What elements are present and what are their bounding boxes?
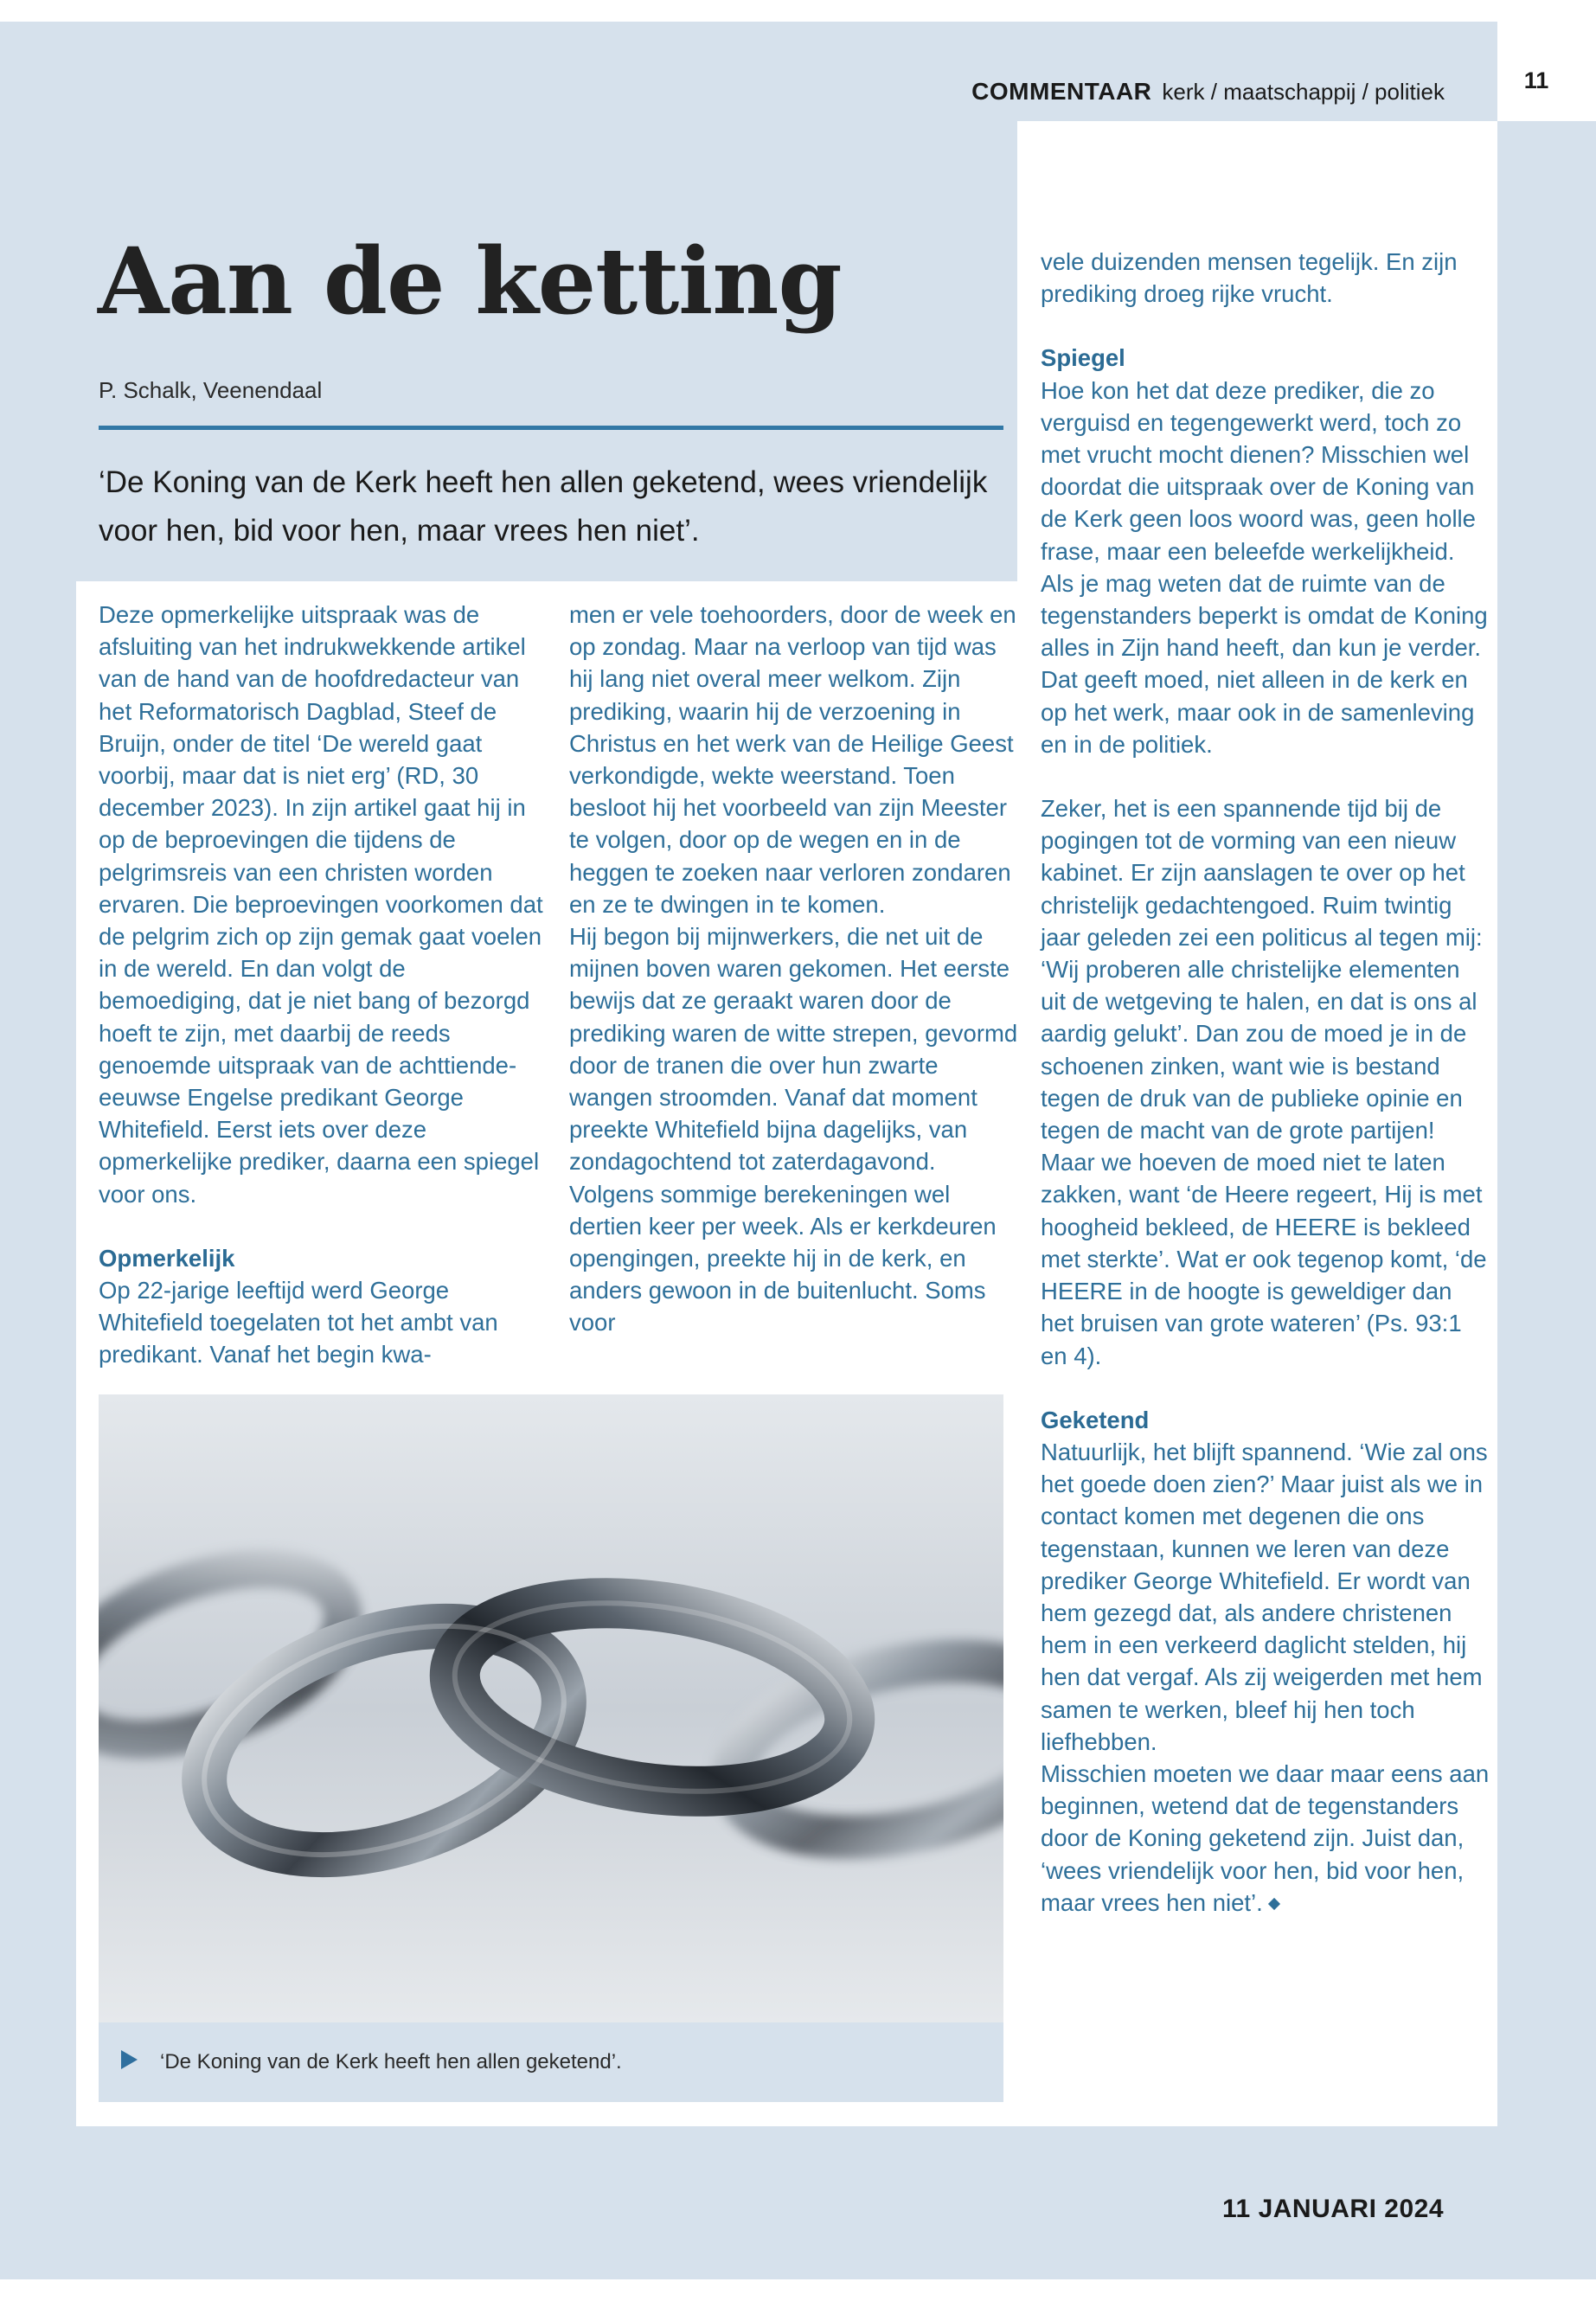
page-number: 11 (1523, 67, 1549, 93)
article-column-2 (569, 599, 1019, 1339)
section-label: COMMENTAAR (971, 78, 1152, 105)
article-lead: ‘De Koning van de Kerk heeft hen allen geketend, wees vriendelijk voor hen, bid voor hen, maar vrees hen niet’. (99, 465, 988, 548)
paragraph: Deze opmerkelijke uitspraak was de afsluiting van het indrukwekkende artikel van de hand van de hoofdredacteur van het Reformatorisch Dagblad, Steef de Bruijn, onder de titel ‘De wereld gaat voorbij, maar dat is niet erg’ (RD, 30 december 2023). In zijn artikel gaat hij in op de beproevingen die tijdens de pelgrimsreis van een christen worden ervaren. Die beproevingen voorkomen dat de pelgrim zich op zijn gemak gaat voelen in de wereld. En dan volgt de bemoediging, dat je niet bang of bezorgd hoeft te zijn, met daarbij de reeds genoemde uitspraak van de achttiende-eeuwse Engelse predikant George Whitefield. Eerst iets over deze opmerkelijke prediker, daarna een spiegel voor ons. (99, 601, 543, 1208)
paragraph: Hoe kon het dat deze prediker, die zo verguisd en tegengewerkt werd, toch zo met vrucht mocht dienen? Misschien wel doordat die uitspraak over de Koning van de Kerk geen loos woord was, geen holle frase, maar een beleefde werkelijkheid. Als je mag weten dat de ruimte van de tegenstanders beperkt is omdat de Koning alles in Zijn hand heeft, dan kun je verder. Dat geeft moed, niet alleen in de kerk en op het werk, maar ook in de samenleving en in de politiek. (1041, 376, 1488, 758)
article-column-1 (99, 599, 548, 1371)
article-column-3 (1041, 246, 1490, 1919)
paragraph: Natuurlijk, het blijft spannend. ‘Wie zal ons het goede doen zien?’ Maar juist als we in contact komen met degenen die ons tegenstaan, kunnen we leren van deze prediker George Whitefield. Er wordt van hem gezegd dat, als andere christenen hem in een verkeerd daglicht stelden, hij hen dat vergaf. Als zij weigerden met hem samen te werken, bleef hij hen toch liefhebben. (1041, 1438, 1488, 1755)
subheading-geketend: Geketend (1041, 1406, 1150, 1433)
chain-illustration (99, 1394, 1003, 2022)
end-mark-icon (1268, 1898, 1280, 1910)
subheading-spiegel: Spiegel (1041, 344, 1125, 372)
subheading-opmerkelijk: Opmerkelijk (99, 1244, 235, 1272)
issue-date: 11 JANUARI 2024 (1222, 2195, 1444, 2223)
article-title: Aan de ketting (98, 227, 842, 335)
section-categories: kerk / maatschappij / politiek (1162, 79, 1445, 105)
article-author: P. Schalk, Veenendaal (99, 377, 323, 403)
paragraph: Op 22-jarige leeftijd werd George Whitefield toegelaten tot het ambt van predikant. Vanaf het begin kwa- (99, 1277, 498, 1368)
running-head (971, 78, 1445, 106)
caption-arrow-icon (121, 2050, 138, 2069)
paragraph: Zeker, het is een spannende tijd bij de pogingen tot de vorming van een nieuw kabinet. Er zijn aanslagen te over op het christelijk gedachtengoed. Ruim twintig jaar geleden zei een politicus al tegen mij: ‘Wij proberen alle christelijke elementen uit de wetgeving te halen, en dat is ons al aardig gelukt’. Dan zou de moed je in de schoenen zinken, want wie is bestand tegen de druk van de publieke opinie en tegen de macht van de grote partijen! Maar we hoeven de moed niet te laten zakken, want ‘de Heere regeert, Hij is met hoogheid bekleed, de HEERE is bekleed met sterkte’. Wat er ook tegenop komt, ‘de HEERE in de hoogte is geweldiger dan het bruisen van grote wateren’ (Ps. 93:1 en 4). (1041, 795, 1487, 1369)
photo-caption: ‘De Koning van de Kerk heeft hen allen geketend’. (160, 2050, 622, 2073)
title-rule (99, 426, 1003, 430)
paragraph: Hij begon bij mijnwerkers, die net uit de mijnen boven waren gekomen. Het eerste bewijs dat ze geraakt waren door de prediking waren de witte strepen, gevormd door de tranen die over hun zwarte wangen stroomden. Vanaf dat moment preekte Whitefield bijna dagelijks, van zondagochtend tot zaterdagavond. Volgens sommige berekeningen wel dertien keer per week. Als er kerkdeuren opengingen, preekte hij in de kerk, en anders gewoon in de buitenlucht. Soms voor (569, 923, 1018, 1336)
paragraph-last (1041, 1758, 1490, 1919)
paragraph: men er vele toehoorders, door de week en op zondag. Maar na verloop van tijd was hij lang niet overal meer welkom. Zijn prediking, waarin hij de verzoening in Christus en het werk van de Heilige Geest verkondigde, wekte weerstand. Toen besloot hij het voorbeeld van zijn Meester te volgen, door op de wegen en in de heggen te zoeken naar verloren zondaren en ze te dwingen in te komen. (569, 601, 1016, 918)
chain-photo (99, 1394, 1003, 2022)
paragraph-text: Misschien moeten we daar maar eens aan beginnen, wetend dat de tegenstanders door de Koning geketend zijn. Juist dan, ‘wees vriendelijk voor hen, bid voor hen, maar vrees hen niet’. (1041, 1759, 1490, 1916)
paragraph: vele duizenden mensen tegelijk. En zijn prediking droeg rijke vrucht. (1041, 248, 1458, 308)
